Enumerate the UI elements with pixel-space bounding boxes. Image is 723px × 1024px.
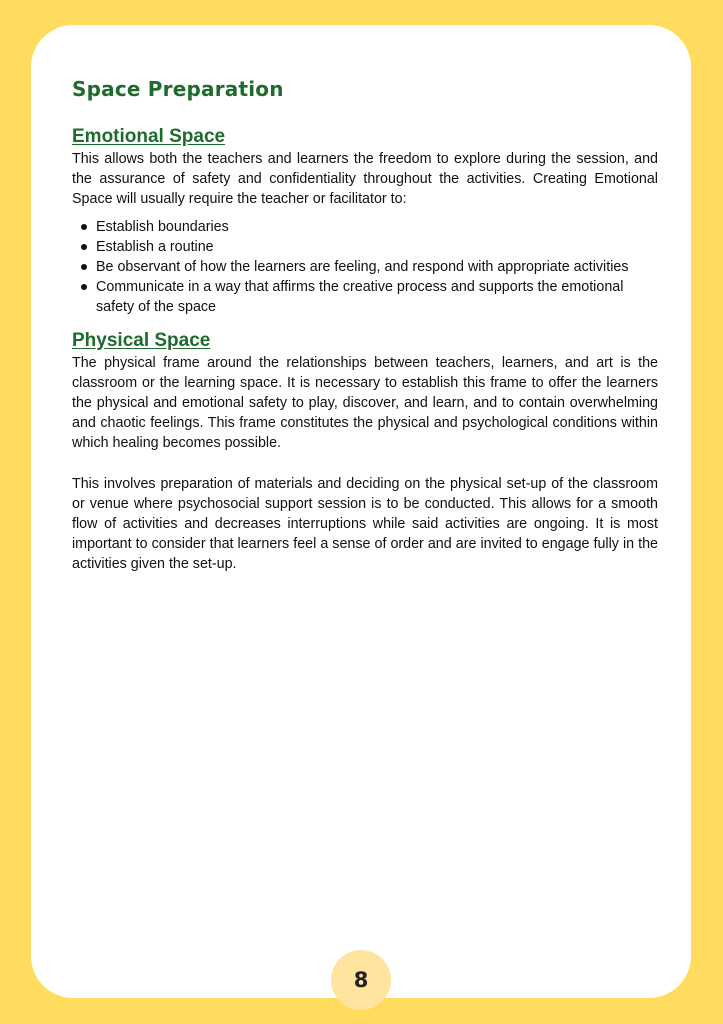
list-item [96, 217, 658, 237]
physical-space-paragraph-1: The physical frame around the relationships between teachers, learners, and art is the classroom or the learning space. It is necessary to establish this frame to offer the learners the physical and emotional safety to play, discover, and learn, and to contain overwhelming and chaotic feelings. This frame constitutes the physical and psychological conditions within which healing becomes possible. [72, 354, 658, 452]
emotional-space-list [72, 217, 658, 318]
page-card [31, 25, 691, 998]
list-item-text: Establish boundaries [96, 218, 229, 235]
page-title: Space Preparation [72, 77, 284, 101]
page-number-badge [331, 950, 391, 1010]
physical-space-heading: Physical Space [72, 329, 211, 351]
bullet-icon [81, 244, 87, 250]
list-item-text: Establish a routine [96, 238, 214, 255]
physical-space-paragraph-2: This involves preparation of materials and deciding on the physical set-up of the classroom or venue where psychosocial support session is to be conducted. This allows for a smooth flow of activities and decreases interruptions while said activities are ongoing. It is most important to consider that learners feel a sense of order and are invited to engage fully in the activities given the set-up. [72, 475, 658, 573]
list-item [96, 277, 658, 317]
list-item [96, 237, 658, 257]
bullet-icon [81, 224, 87, 230]
page-number: 8 [353, 968, 369, 992]
list-item-text: Be observant of how the learners are feeling, and respond with appropriate activities [96, 259, 629, 276]
emotional-space-heading: Emotional Space [72, 126, 226, 147]
bullet-icon [81, 284, 87, 290]
emotional-space-intro: This allows both the teachers and learners the freedom to explore during the session, and the assurance of safety and confidentiality throughout the activities. Creating Emotional Space will usually require the teacher or facilitator to: [72, 151, 658, 208]
page-content [72, 75, 658, 575]
bullet-icon [81, 264, 87, 270]
list-item-text: Communicate in a way that affirms the creative process and supports the emotional safety of the space [96, 279, 624, 316]
list-item [96, 257, 658, 277]
